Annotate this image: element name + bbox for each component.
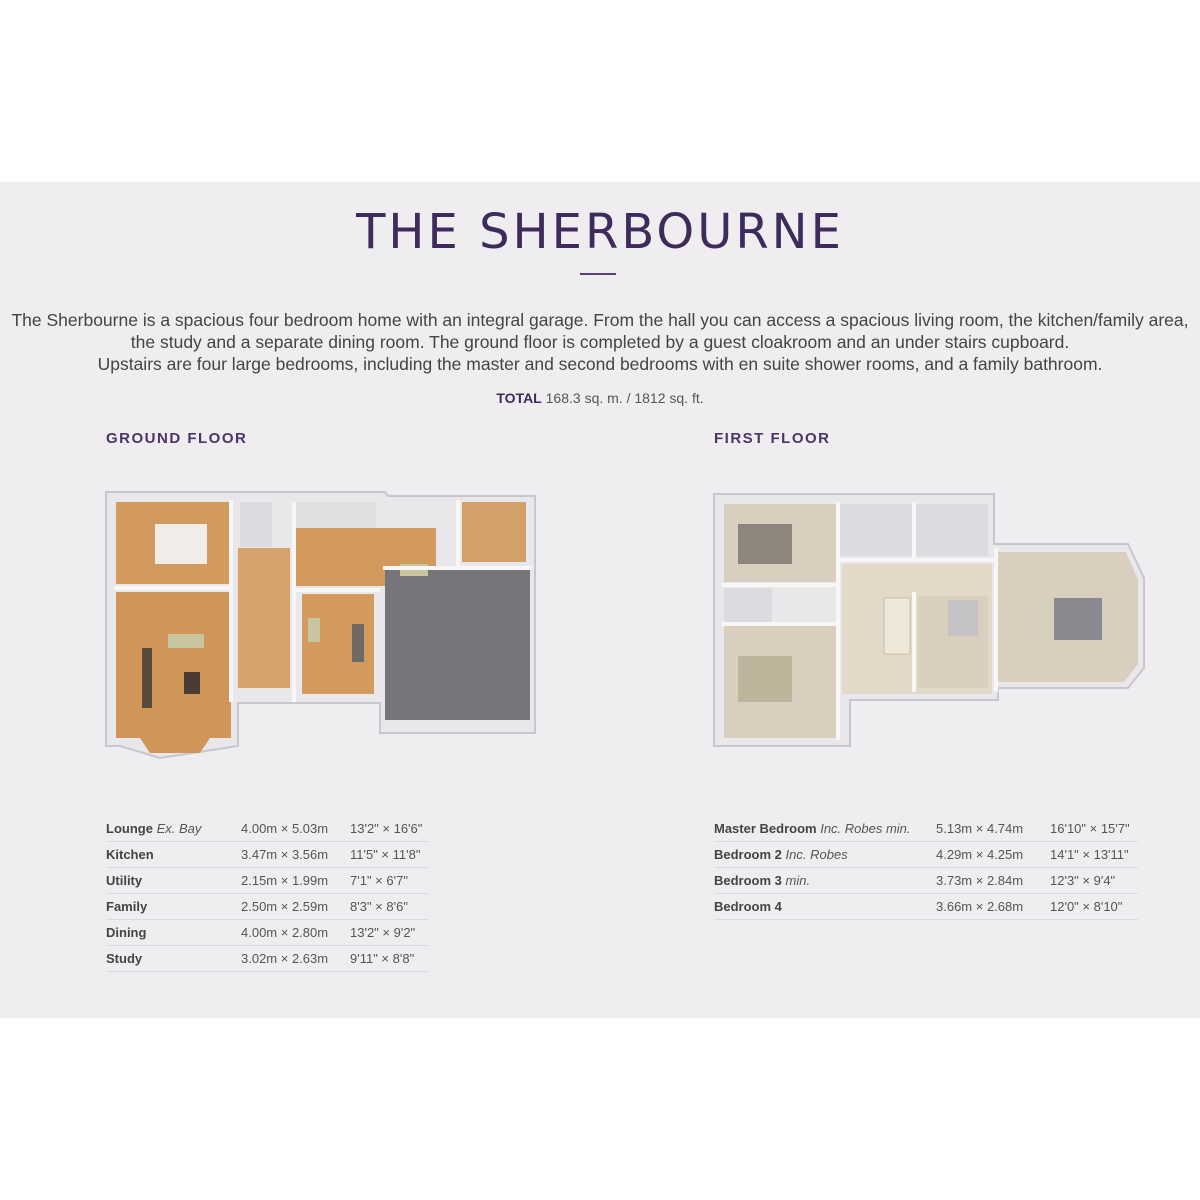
- room-metric: 4.29m × 4.25m: [936, 842, 1050, 868]
- room-name: Dining: [106, 920, 241, 946]
- page-title: THE SHERBOURNE: [356, 204, 844, 260]
- intro-description: [0, 309, 1200, 375]
- title-divider: [580, 273, 616, 275]
- table-row: [106, 842, 428, 868]
- room-metric: 3.47m × 3.56m: [241, 842, 350, 868]
- table-row: [106, 894, 428, 920]
- room-imperial: 9'11" × 8'8": [350, 946, 428, 972]
- room-imperial: 7'1" × 6'7": [350, 868, 428, 894]
- intro-line: Upstairs are four large bedrooms, including the master and second bedrooms with en suite shower rooms, and a family bathroom.: [97, 354, 1103, 374]
- room-name: Family: [106, 894, 241, 920]
- room-imperial: 13'2" × 16'6": [350, 816, 428, 842]
- room-name: Bedroom 3 min.: [714, 868, 936, 894]
- room-imperial: 11'5" × 11'8": [350, 842, 428, 868]
- room-metric: 4.00m × 2.80m: [241, 920, 350, 946]
- room-name: Bedroom 2 Inc. Robes: [714, 842, 936, 868]
- room-metric: 3.02m × 2.63m: [241, 946, 350, 972]
- ground-floor-heading: GROUND FLOOR: [106, 430, 248, 447]
- room-name: Study: [106, 946, 241, 972]
- room-imperial: 16'10" × 15'7": [1050, 816, 1138, 842]
- room-metric: 2.15m × 1.99m: [241, 868, 350, 894]
- room-imperial: 8'3" × 8'6": [350, 894, 428, 920]
- first-floor-room-table: [714, 816, 1138, 920]
- table-row: [714, 894, 1138, 920]
- room-metric: 2.50m × 2.59m: [241, 894, 350, 920]
- intro-line: The Sherbourne is a spacious four bedroom home with an integral garage. From the hall you can access a spacious living room, the kitchen/family area,: [11, 310, 1189, 330]
- room-name: Lounge Ex. Bay: [106, 816, 241, 842]
- table-row: [106, 946, 428, 972]
- table-row: [714, 842, 1138, 868]
- room-metric: 3.66m × 2.68m: [936, 894, 1050, 920]
- first-floor-heading: FIRST FLOOR: [714, 430, 831, 447]
- ground-floor-room-table: [106, 816, 428, 972]
- room-name: Kitchen: [106, 842, 241, 868]
- total-area: [0, 390, 1200, 406]
- table-row: [714, 868, 1138, 894]
- room-imperial: 14'1" × 13'11": [1050, 842, 1138, 868]
- total-value: 168.3 sq. m. / 1812 sq. ft.: [545, 390, 704, 406]
- ground-floor-plan: [100, 488, 545, 763]
- room-imperial: 12'0" × 8'10": [1050, 894, 1138, 920]
- total-label: TOTAL: [496, 390, 542, 406]
- table-row: [106, 816, 428, 842]
- first-floor-plan: [708, 488, 1150, 748]
- table-row: [106, 920, 428, 946]
- room-metric: 3.73m × 2.84m: [936, 868, 1050, 894]
- room-name: Utility: [106, 868, 241, 894]
- intro-line: the study and a separate dining room. The ground floor is completed by a guest cloakroom and an under stairs cupboard.: [130, 332, 1070, 352]
- table-row: [106, 868, 428, 894]
- room-imperial: 12'3" × 9'4": [1050, 868, 1138, 894]
- room-metric: 4.00m × 5.03m: [241, 816, 350, 842]
- room-name: Bedroom 4: [714, 894, 936, 920]
- room-imperial: 13'2" × 9'2": [350, 920, 428, 946]
- room-name: Master Bedroom Inc. Robes min.: [714, 816, 936, 842]
- table-row: [714, 816, 1138, 842]
- room-metric: 5.13m × 4.74m: [936, 816, 1050, 842]
